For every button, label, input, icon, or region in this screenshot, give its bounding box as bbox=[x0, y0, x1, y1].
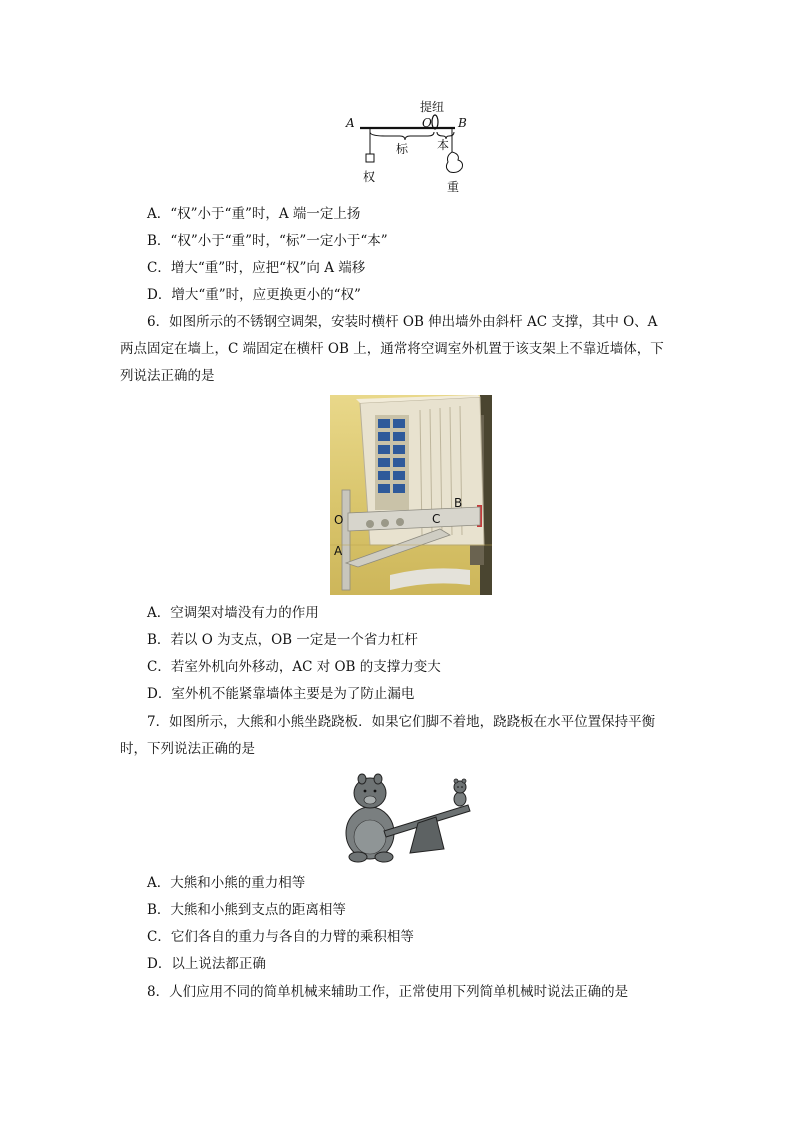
q5-option-c: C．增大“重”时，应把“权”向 A 端移 bbox=[147, 260, 366, 276]
q7-stem-line2: 时，下列说法正确的是 bbox=[120, 741, 255, 757]
q6-stem-line3: 列说法正确的是 bbox=[120, 368, 215, 384]
photo-label-O: O bbox=[334, 513, 344, 527]
label-zhong: 重 bbox=[447, 180, 460, 194]
q7-stem-line1: 7．如图所示，大熊和小熊坐跷跷板．如果它们脚不着地，跷跷板在水平位置保持平衡 bbox=[147, 714, 656, 730]
q6-stem-line1: 6．如图所示的不锈钢空调架，安装时横杆 OB 伸出墙外由斜杆 AC 支撑，其中 O、A bbox=[147, 314, 658, 330]
ac-bracket-drawing bbox=[330, 395, 492, 595]
label-O: O bbox=[422, 116, 432, 130]
label-ben: 本 bbox=[437, 138, 450, 152]
seesaw-bears-drawing bbox=[340, 765, 480, 865]
q6-stem-line2: 两点固定在墙上，C 端固定在横杆 OB 上，通常将空调室外机置于该支架上不靠近墙体，下 bbox=[120, 341, 664, 357]
q7-option-d: D．以上说法都正确 bbox=[147, 956, 266, 972]
q5-option-a: A．“权”小于“重”时，A 端一定上扬 bbox=[147, 206, 361, 222]
q7-option-c: C．它们各自的重力与各自的力臂的乘积相等 bbox=[147, 929, 414, 945]
q6-option-d: D．室外机不能紧靠墙体主要是为了防止漏电 bbox=[147, 686, 415, 702]
q8-stem-line1: 8．人们应用不同的简单机械来辅助工作，正常使用下列简单机械时说法正确的是 bbox=[147, 984, 629, 1000]
photo-label-B: B bbox=[454, 496, 463, 510]
q6-option-c: C．若室外机向外移动，AC 对 OB 的支撑力变大 bbox=[147, 659, 441, 675]
label-tiniu: 提纽 bbox=[420, 100, 445, 114]
steelyard-figure bbox=[340, 96, 480, 196]
ac-bracket-photo bbox=[330, 395, 492, 595]
q7-option-b: B．大熊和小熊到支点的距离相等 bbox=[147, 902, 346, 918]
seesaw-bears-figure bbox=[340, 765, 480, 865]
photo-label-C: C bbox=[432, 512, 441, 526]
q5-option-d: D．增大“重”时，应更换更小的“权” bbox=[147, 287, 361, 303]
q5-option-b: B．“权”小于“重”时，“标”一定小于“本” bbox=[147, 233, 388, 249]
label-A: A bbox=[346, 116, 355, 130]
q7-option-a: A．大熊和小熊的重力相等 bbox=[147, 875, 306, 891]
label-biao: 标 bbox=[396, 142, 409, 156]
label-B: B bbox=[458, 116, 467, 130]
q6-option-b: B．若以 O 为支点，OB 一定是一个省力杠杆 bbox=[147, 632, 418, 648]
q6-option-a: A．空调架对墙没有力的作用 bbox=[147, 605, 319, 621]
photo-label-A: A bbox=[334, 544, 343, 558]
label-quan: 权 bbox=[363, 170, 376, 184]
